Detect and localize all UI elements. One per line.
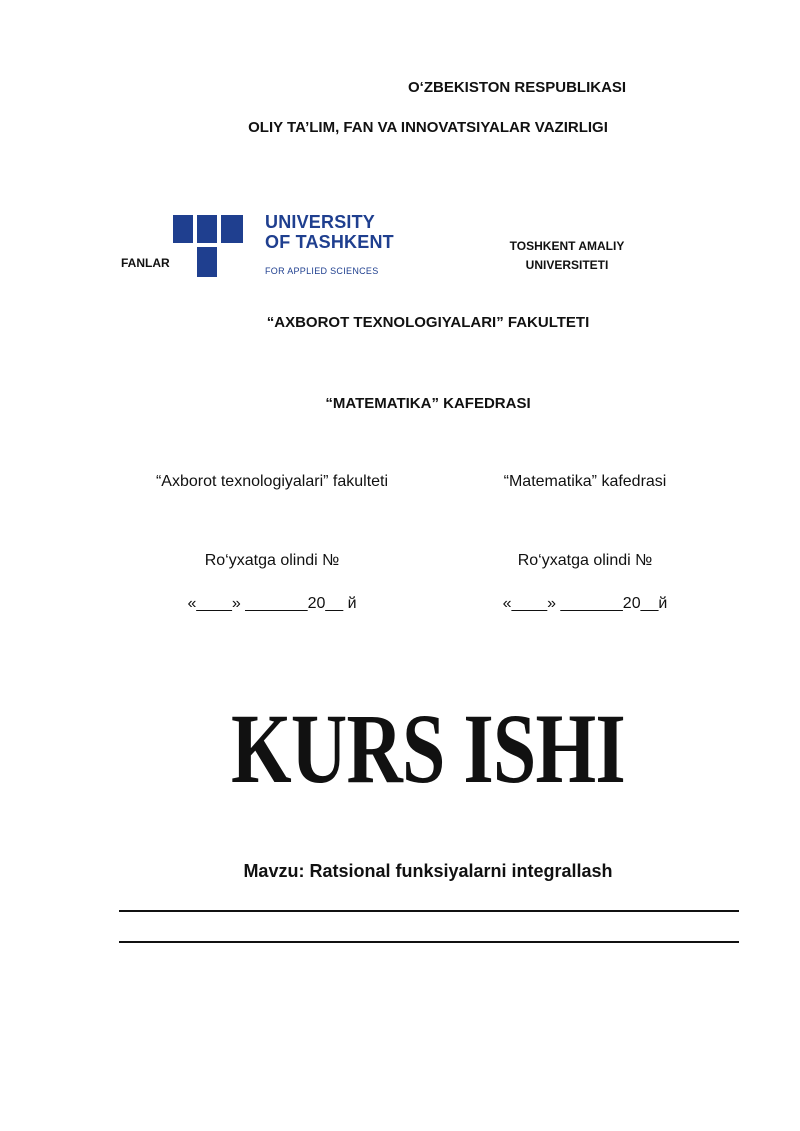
right-date-line: «____» _______20__й xyxy=(502,595,668,612)
topic-line: Mavzu: Ratsional funksiyalarni integrallash xyxy=(243,861,613,881)
left-registration-label: Ro‘yxatga olindi № xyxy=(204,552,340,569)
ministry-line-2: OLIY TA’LIM, FAN VA INNOVATSIYALAR VAZIRLIGI xyxy=(248,119,608,136)
university-logo xyxy=(173,212,394,279)
topic-underline-2 xyxy=(119,941,739,943)
logo-square-3 xyxy=(221,215,243,243)
left-faculty-name: “Axborot texnologiyalari” fakulteti xyxy=(155,473,389,490)
fanlar-label: FANLAR xyxy=(121,256,170,270)
faculty-title: “AXBOROT TEXNOLOGIYALARI” FAKULTETI xyxy=(266,314,590,331)
topic-underline-1 xyxy=(119,910,739,912)
logo-text-applied-sciences: FOR APPLIED SCIENCES xyxy=(265,266,379,276)
right-registration-label: Ro‘yxatga olindi № xyxy=(517,552,653,569)
logo-square-2 xyxy=(197,215,217,243)
right-department-name: “Matematika” kafedrasi xyxy=(503,473,667,490)
logo-text-of-tashkent: OF TASHKENT xyxy=(265,232,394,252)
logo-square-1 xyxy=(173,215,193,243)
department-title: “MATEMATIKA” KAFEDRASI xyxy=(325,395,531,412)
logo-square-4 xyxy=(197,247,217,277)
university-name-line-2: UNIVERSITETI xyxy=(525,258,609,272)
ministry-line-1: O‘ZBEKISTON RESPUBLIKASI xyxy=(408,79,627,96)
left-date-line: «____» _______20__ й xyxy=(187,595,357,612)
university-name-line-1: TOSHKENT AMALIY xyxy=(509,239,625,253)
university-name-right xyxy=(482,237,652,275)
logo-text-university: UNIVERSITY xyxy=(265,212,376,232)
document-title: KURS ISHI xyxy=(231,693,625,804)
